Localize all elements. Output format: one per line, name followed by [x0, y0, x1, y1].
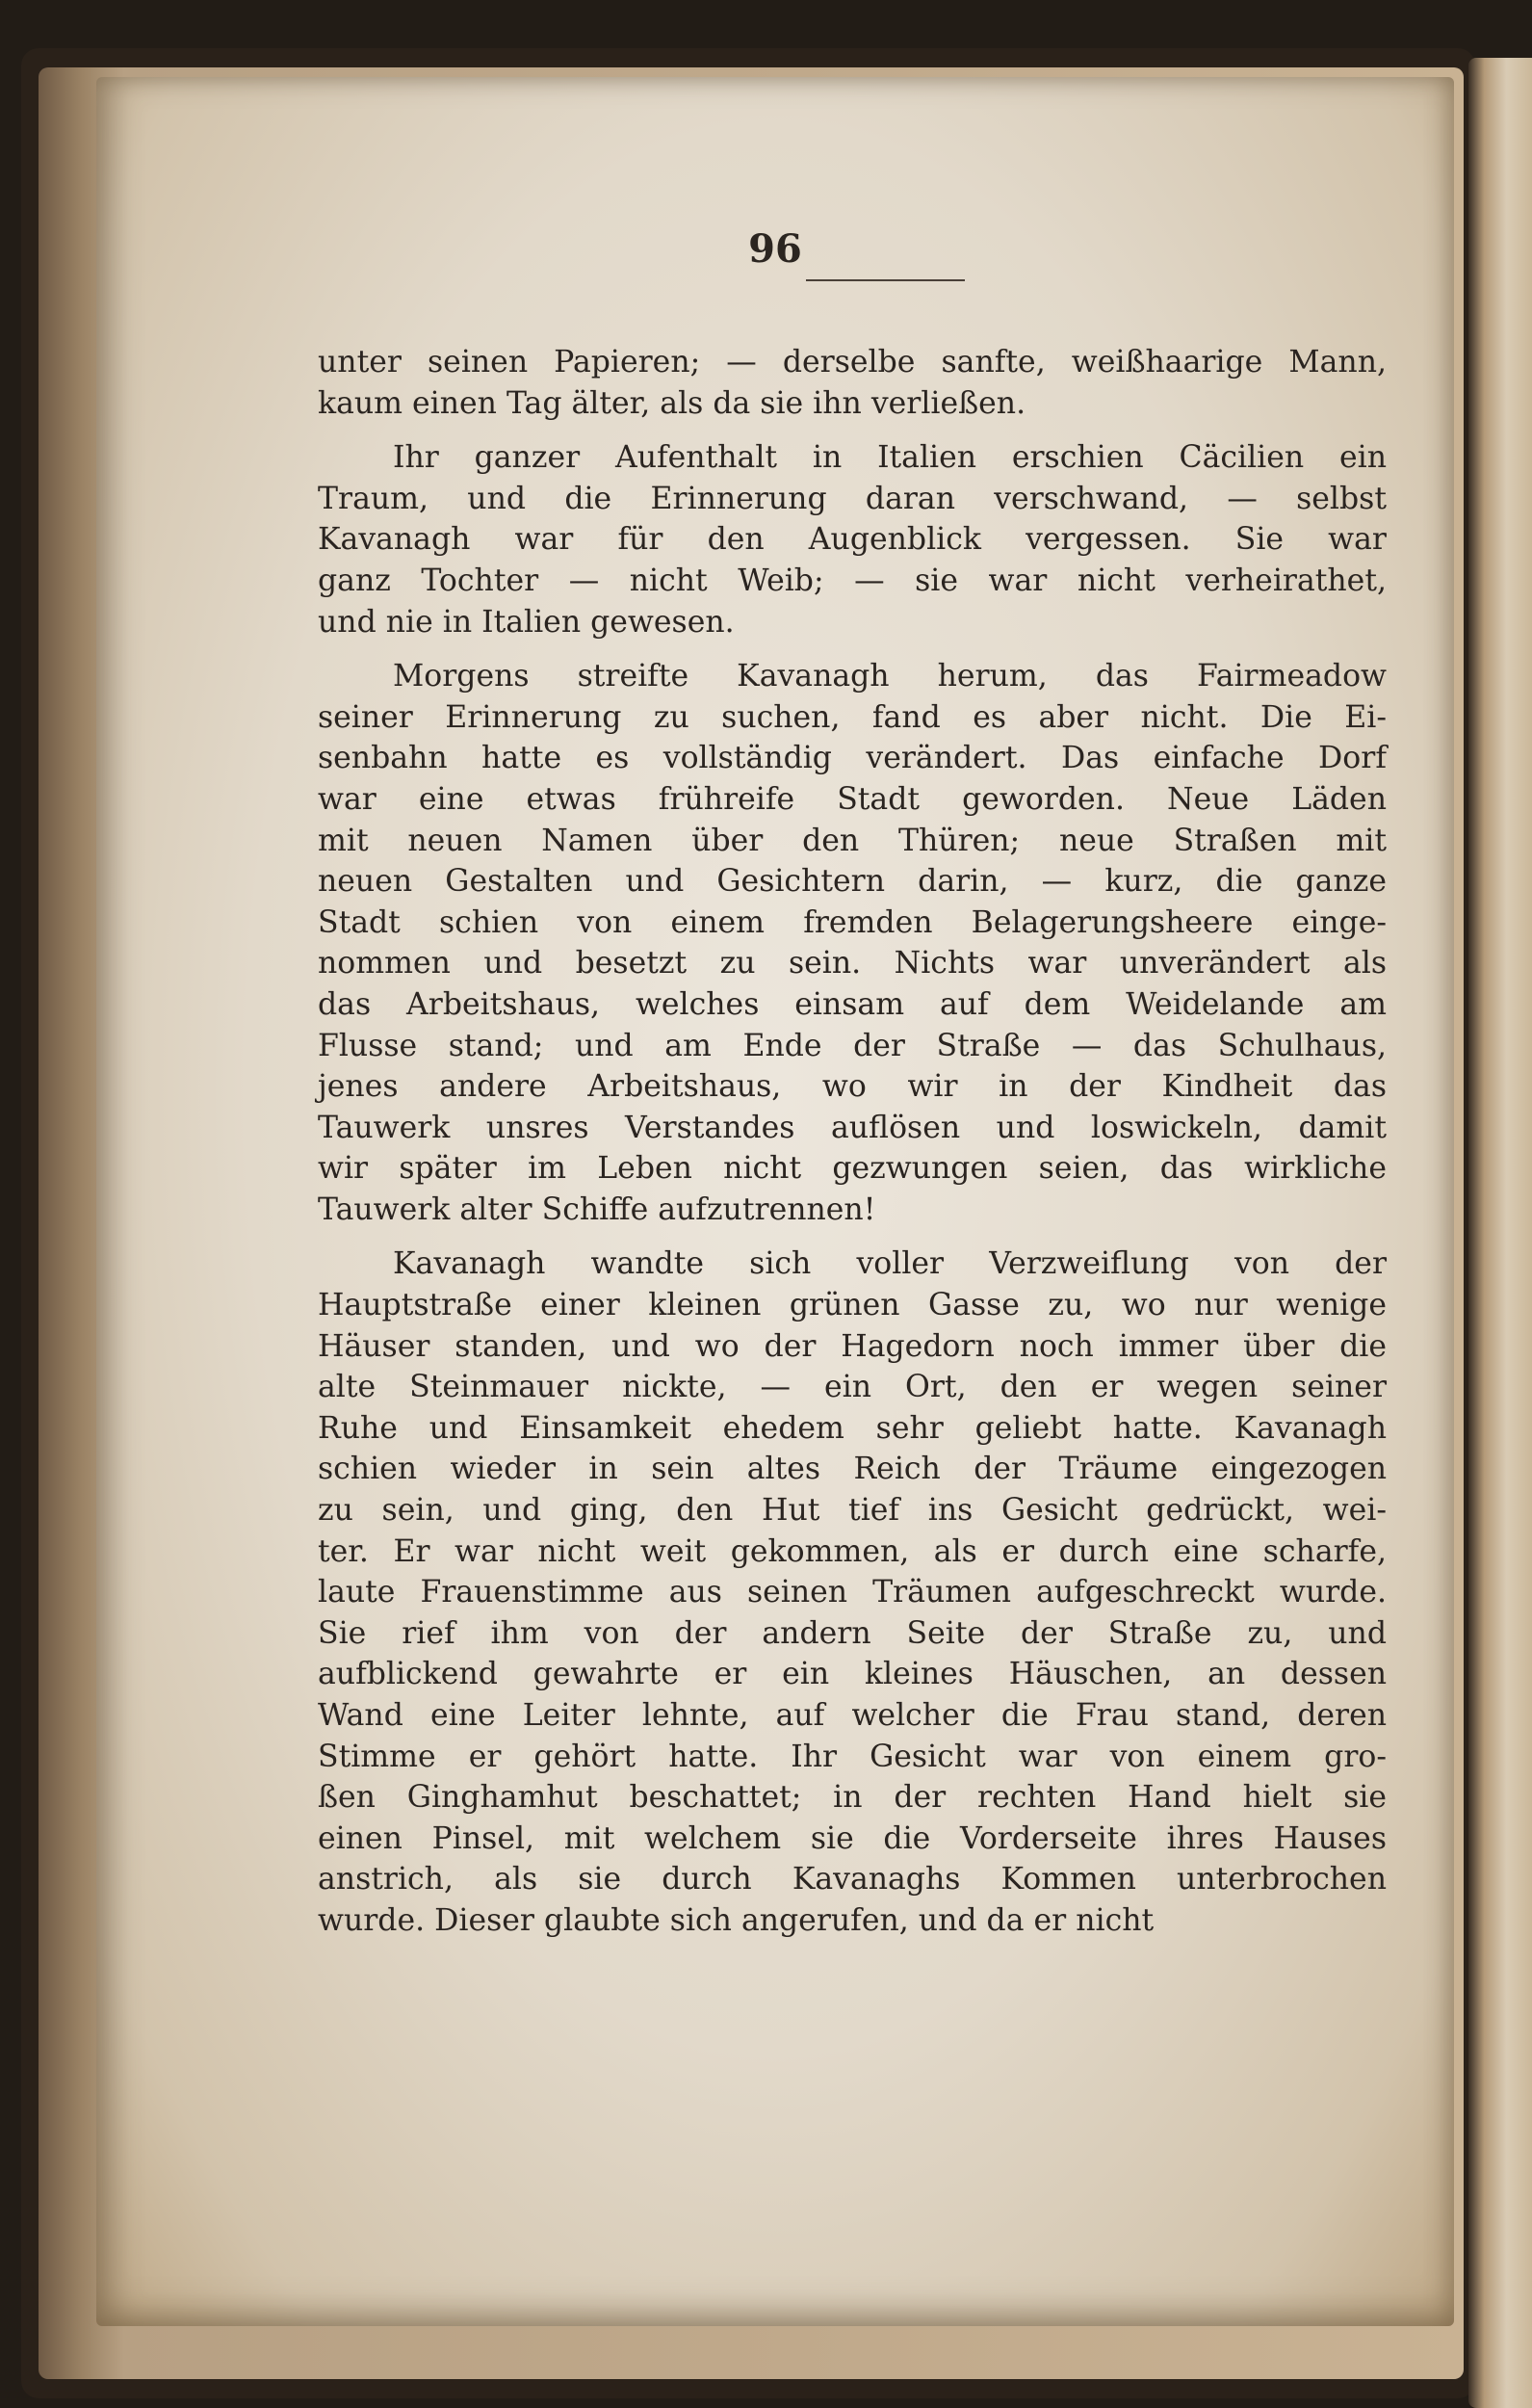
text-line: Flusse stand; und am Ende der Straße — das Schulhaus, — [318, 1028, 1387, 1063]
text-line: wir später im Leben nicht gezwungen seien, das wirkliche — [318, 1151, 1387, 1187]
page-number: 96 — [748, 226, 802, 272]
text-line: Tauwerk unsres Verstandes auflösen und loswickeln, damit — [318, 1110, 1387, 1145]
text-line: nommen und besetzt zu sein. Nichts war unverändert als — [318, 946, 1387, 982]
text-line: zu sein, und ging, den Hut tief ins Gesicht gedrückt, wei- — [318, 1493, 1387, 1529]
text-line: Stadt schien von einem fremden Belagerungsheere einge- — [318, 904, 1387, 940]
text-line: schien wieder in sein altes Reich der Träume eingezogen — [318, 1452, 1387, 1487]
body-text — [318, 342, 1387, 1942]
text-line: senbahn hatte es vollständig verändert. Das einfache Dorf — [318, 741, 1387, 776]
text-line: aufblickend gewahrte er ein kleines Häuschen, an dessen — [318, 1657, 1387, 1692]
text-line: Morgens streifte Kavanagh herum, das Fairmeadow — [393, 659, 1387, 694]
paragraph — [318, 656, 1387, 1230]
text-line: ßen Ginghamhut beschattet; in der rechten Hand hielt sie — [318, 1780, 1387, 1816]
paragraph — [318, 1243, 1387, 1941]
text-line: seiner Erinnerung zu suchen, fand es aber nicht. Die Ei- — [318, 699, 1387, 735]
text-line: neuen Gestalten und Gesichtern darin, — kurz, die ganze — [318, 864, 1387, 900]
text-line: Tauwerk alter Schiffe aufzutrennen! — [318, 1191, 876, 1227]
text-line: das Arbeitshaus, welches einsam auf dem Weidelande am — [318, 986, 1387, 1022]
text-line: Traum, und die Erinnerung daran verschwand, — selbst — [318, 481, 1387, 516]
text-line: mit neuen Namen über den Thüren; neue Straßen mit — [318, 823, 1387, 858]
paragraph — [318, 342, 1387, 424]
text-line: Häuser standen, und wo der Hagedorn noch immer über die — [318, 1328, 1387, 1364]
text-line: Wand eine Leiter lehnte, auf welcher die Frau stand, deren — [318, 1698, 1387, 1733]
text-line: Hauptstraße einer kleinen grünen Gasse zu, wo nur wenige — [318, 1288, 1387, 1323]
text-line: war eine etwas frühreife Stadt geworden. Neue Läden — [318, 781, 1387, 817]
text-line: wurde. Dieser glaubte sich angerufen, und da er nicht — [318, 1902, 1155, 1938]
text-line: Sie rief ihm von der andern Seite der Straße zu, und — [318, 1615, 1387, 1651]
text-line: Ruhe und Einsamkeit ehedem sehr geliebt hatte. Kavanagh — [318, 1410, 1387, 1446]
text-line: Kavanagh wandte sich voller Verzweiflung von der — [393, 1246, 1387, 1282]
page-number-rule — [806, 279, 965, 281]
paragraph-gap — [318, 424, 1387, 437]
paragraph — [318, 437, 1387, 642]
text-line: kaum einen Tag älter, als da sie ihn verließen. — [318, 385, 1026, 421]
text-line: laute Frauenstimme aus seinen Träumen aufgeschreckt wurde. — [318, 1575, 1387, 1610]
text-line: Ihr ganzer Aufenthalt in Italien erschien Cäcilien ein — [393, 440, 1387, 476]
text-line: Stimme er gehört hatte. Ihr Gesicht war von einem gro- — [318, 1739, 1387, 1774]
text-line: unter seinen Papieren; — derselbe sanfte, weißhaarige Mann, — [318, 345, 1387, 380]
text-line: und nie in Italien gewesen. — [318, 604, 735, 640]
text-line: anstrich, als sie durch Kavanaghs Kommen unterbrochen — [318, 1862, 1387, 1898]
text-line: ganz Tochter — nicht Weib; — sie war nicht verheirathet, — [318, 563, 1387, 598]
facing-page-edge — [1468, 58, 1532, 2408]
text-line: einen Pinsel, mit welchem sie die Vorderseite ihres Hauses — [318, 1820, 1387, 1856]
text-line: Kavanagh war für den Augenblick vergessen. Sie war — [318, 522, 1387, 558]
paragraph-gap — [318, 642, 1387, 656]
text-line: ter. Er war nicht weit gekommen, als er durch eine scharfe, — [318, 1533, 1387, 1569]
text-line: jenes andere Arbeitshaus, wo wir in der Kindheit das — [318, 1069, 1387, 1105]
paragraph-gap — [318, 1230, 1387, 1243]
text-line: alte Steinmauer nickte, — ein Ort, den er wegen seiner — [318, 1370, 1387, 1405]
